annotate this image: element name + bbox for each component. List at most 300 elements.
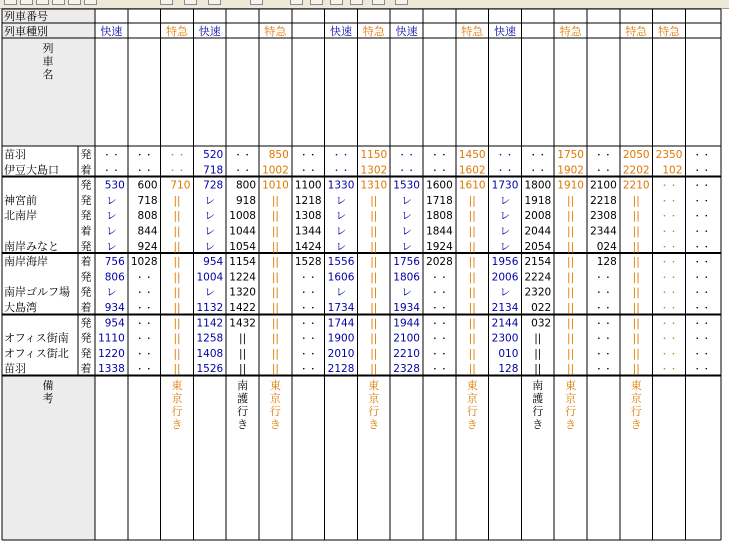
time-cell: 600 — [137, 179, 158, 192]
time-cell: ・・ — [692, 196, 711, 207]
station-name: 大島湾 — [4, 301, 37, 314]
stop-kind: 発 — [80, 285, 92, 299]
time-cell: ・・ — [594, 319, 613, 330]
time-cell: レ — [499, 240, 511, 253]
time-cell: 918 — [235, 194, 256, 207]
station-name: 北南岸 — [4, 209, 37, 223]
time-cell: || — [632, 225, 640, 238]
time-cell: || — [468, 194, 476, 207]
time-cell: || — [370, 332, 378, 345]
time-cell: 1432 — [229, 317, 256, 330]
time-cell: ・・ — [692, 258, 711, 269]
time-cell: ・・ — [659, 349, 679, 360]
time-cell: 1530 — [393, 179, 420, 192]
stop-kind: 発 — [80, 178, 92, 192]
time-cell: 1004 — [196, 271, 224, 284]
time-cell: 1320 — [229, 286, 256, 299]
time-cell: 710 — [170, 179, 191, 192]
time-cell: 1910 — [557, 179, 584, 192]
time-cell: 2128 — [327, 363, 355, 376]
time-cell: || — [567, 210, 575, 223]
time-cell: ・・ — [299, 273, 318, 284]
time-cell: || — [567, 194, 575, 207]
time-cell: 1610 — [458, 179, 486, 192]
time-cell: 1338 — [98, 363, 125, 376]
time-cell: 1330 — [327, 179, 355, 192]
time-cell: 1220 — [98, 347, 125, 360]
time-cell: || — [271, 210, 279, 223]
time-cell: 756 — [104, 256, 125, 269]
remark-cell: 東京行き — [269, 379, 281, 431]
time-cell: || — [632, 363, 640, 376]
time-cell: ・・ — [299, 365, 318, 376]
time-cell: ・・ — [594, 349, 613, 360]
time-cell: || — [271, 363, 279, 376]
time-cell: 2218 — [590, 194, 617, 207]
time-cell: 2154 — [524, 256, 552, 269]
time-cell: || — [271, 347, 279, 360]
time-cell: || — [468, 225, 476, 238]
time-cell: ・・ — [659, 242, 679, 253]
time-cell: 2144 — [491, 317, 519, 330]
time-cell: ・・ — [331, 151, 351, 161]
time-cell: ・・ — [135, 288, 154, 299]
time-cell: ・・ — [430, 151, 449, 161]
time-cell: 1956 — [491, 256, 519, 269]
time-cell: ・・ — [692, 365, 711, 376]
remark-cell: 東京行き — [466, 379, 478, 431]
time-cell: 954 — [104, 317, 125, 330]
time-cell: 1010 — [262, 179, 289, 192]
time-cell: 2350 — [655, 149, 683, 161]
time-cell: || — [534, 347, 542, 360]
time-cell: 1600 — [426, 179, 453, 192]
time-cell: 1730 — [491, 179, 519, 192]
stop-kind: 発 — [80, 193, 92, 207]
train-type-cell: 快速 — [330, 25, 352, 38]
time-cell: レ — [204, 194, 216, 207]
time-cell: レ — [335, 225, 347, 238]
time-cell: 806 — [104, 271, 125, 284]
time-cell: || — [567, 286, 575, 299]
time-cell: ・・ — [692, 288, 711, 299]
time-cell: || — [567, 347, 575, 360]
time-cell: ・・ — [167, 166, 187, 177]
time-cell: ・・ — [594, 365, 613, 376]
time-cell: レ — [106, 240, 117, 253]
time-cell: || — [567, 256, 575, 269]
time-cell: レ — [106, 225, 117, 238]
time-cell: ・・ — [594, 151, 613, 161]
time-cell: 2044 — [524, 225, 552, 238]
time-cell: || — [370, 194, 378, 207]
time-cell: || — [173, 347, 181, 360]
time-cell: ・・ — [594, 273, 613, 284]
time-cell: ・・ — [692, 181, 711, 192]
time-cell: 1344 — [294, 225, 322, 238]
train-type-cell: 特急 — [166, 25, 188, 38]
time-cell: レ — [401, 194, 412, 207]
time-cell: ・・ — [430, 334, 449, 345]
time-cell: レ — [106, 210, 117, 223]
station-name: 南岸みなと — [4, 239, 59, 253]
time-cell: || — [271, 332, 279, 345]
stop-kind: 発 — [80, 331, 92, 345]
time-cell: 2028 — [426, 256, 453, 269]
time-cell: 718 — [203, 164, 224, 177]
time-cell: 1734 — [327, 302, 355, 314]
station-name: オフィス街南 — [4, 331, 69, 345]
time-cell: || — [632, 302, 640, 314]
time-cell: ・・ — [692, 212, 711, 223]
time-cell: || — [370, 286, 378, 299]
time-cell: ・・ — [692, 349, 711, 360]
time-cell: ・・ — [299, 319, 318, 330]
stop-kind: 発 — [80, 239, 92, 253]
station-name: 南岸海岸 — [4, 255, 48, 269]
time-cell: ・・ — [430, 273, 449, 284]
time-cell: ・・ — [659, 334, 679, 345]
train-type-cell: 快速 — [198, 25, 221, 38]
time-cell: 1310 — [360, 179, 388, 192]
time-cell: ・・ — [692, 304, 711, 314]
time-cell: レ — [335, 210, 347, 223]
time-cell: 1218 — [294, 194, 322, 207]
train-name-label: 列車名 — [42, 42, 54, 81]
time-cell: 2050 — [622, 149, 650, 161]
time-cell: レ — [401, 286, 412, 299]
time-cell: || — [567, 363, 575, 376]
time-cell: ・・ — [659, 319, 679, 330]
time-cell: 924 — [137, 240, 158, 253]
time-cell: ・・ — [430, 288, 449, 299]
time-cell: || — [468, 240, 476, 253]
time-cell: || — [271, 194, 279, 207]
time-cell: 1808 — [426, 210, 453, 223]
time-cell: 2202 — [622, 164, 650, 177]
time-cell: 1154 — [229, 256, 256, 269]
time-cell: ・・ — [528, 166, 547, 177]
time-cell: || — [173, 363, 181, 376]
remark-cell: 東京行き — [565, 379, 577, 431]
time-cell: || — [271, 256, 279, 269]
remark-cell: 南護行き — [532, 379, 544, 431]
time-cell: 1750 — [557, 149, 584, 161]
time-cell: 1408 — [196, 347, 224, 360]
time-cell: || — [468, 317, 476, 330]
time-cell: 1150 — [360, 149, 388, 161]
time-cell: ・・ — [135, 349, 154, 360]
time-cell: 1008 — [229, 210, 256, 223]
time-cell: ・・ — [233, 151, 252, 161]
stop-kind: 発 — [80, 148, 92, 161]
time-cell: ・・ — [659, 273, 679, 284]
time-cell: 1902 — [557, 164, 584, 177]
train-type-cell: 特急 — [362, 25, 385, 38]
time-cell: レ — [401, 225, 412, 238]
time-cell: || — [173, 194, 181, 207]
time-cell: || — [173, 256, 181, 269]
time-cell: ・・ — [135, 151, 154, 161]
time-cell: || — [567, 225, 575, 238]
time-cell: レ — [499, 286, 511, 299]
stop-kind: 着 — [80, 163, 92, 177]
stop-kind: 着 — [80, 362, 92, 376]
stop-kind: 発 — [80, 270, 92, 284]
time-cell: || — [271, 225, 279, 238]
time-cell: レ — [401, 210, 412, 223]
time-cell: || — [567, 240, 575, 253]
time-cell: 1800 — [524, 179, 552, 192]
time-cell: レ — [204, 286, 216, 299]
time-cell: ・・ — [659, 304, 679, 314]
station-name: 神宮前 — [4, 193, 37, 207]
time-cell: ・・ — [692, 242, 711, 253]
remark-cell: 東京行き — [630, 379, 642, 431]
time-cell: 850 — [268, 149, 289, 161]
time-cell: レ — [499, 194, 511, 207]
time-cell: 2300 — [491, 332, 519, 345]
time-cell: レ — [204, 225, 216, 238]
time-cell: 1308 — [294, 210, 322, 223]
time-cell: ・・ — [397, 166, 416, 177]
time-cell: || — [370, 363, 378, 376]
time-cell: ・・ — [528, 151, 547, 161]
time-cell: || — [173, 332, 181, 345]
time-cell: レ — [204, 210, 216, 223]
time-cell: ・・ — [233, 166, 252, 177]
time-cell: || — [567, 302, 575, 314]
train-number-label: 列車番号 — [4, 10, 48, 23]
time-cell: レ — [499, 210, 511, 223]
time-cell: 1422 — [229, 302, 256, 314]
time-cell: 1526 — [196, 363, 224, 376]
time-cell: || — [468, 286, 476, 299]
time-cell: ・・ — [299, 304, 318, 314]
time-cell: ・・ — [299, 151, 318, 161]
time-cell: 2054 — [524, 240, 552, 253]
time-cell: ・・ — [430, 166, 449, 177]
time-cell: || — [567, 317, 575, 330]
time-cell: 032 — [531, 317, 552, 330]
time-cell: レ — [335, 194, 347, 207]
time-cell: || — [534, 363, 542, 376]
time-cell: 520 — [203, 149, 224, 161]
remark-cell: 南護行き — [237, 379, 249, 431]
time-cell: || — [468, 347, 476, 360]
time-cell: || — [632, 210, 640, 223]
time-cell: 1258 — [196, 332, 224, 345]
time-cell: 1450 — [458, 149, 486, 161]
time-cell: 2134 — [491, 302, 519, 314]
time-cell: ・・ — [430, 365, 449, 376]
time-cell: || — [370, 225, 378, 238]
time-cell: 1302 — [360, 164, 388, 177]
train-type-cell: 特急 — [461, 25, 484, 38]
time-cell: || — [271, 240, 279, 253]
time-cell: 1844 — [426, 225, 453, 238]
stop-kind: 発 — [80, 346, 92, 360]
time-cell: ・・ — [299, 288, 318, 299]
time-cell: ・・ — [135, 304, 154, 314]
time-cell: 1918 — [524, 194, 552, 207]
time-cell: || — [632, 317, 640, 330]
time-cell: 1528 — [294, 256, 322, 269]
time-cell: 1002 — [262, 164, 289, 177]
time-cell: ・・ — [659, 227, 679, 238]
time-cell: ・・ — [135, 166, 154, 177]
time-cell: ・・ — [102, 151, 121, 161]
time-cell: 2100 — [590, 179, 617, 192]
time-cell: 1606 — [327, 271, 355, 284]
time-cell: || — [173, 302, 181, 314]
time-cell: || — [370, 271, 378, 284]
time-cell: ・・ — [430, 319, 449, 330]
time-cell: 1934 — [393, 302, 420, 314]
time-cell: 022 — [531, 302, 552, 314]
time-cell: || — [632, 347, 640, 360]
station-name: 伊豆大島口 — [4, 163, 59, 177]
train-type-cell: 快速 — [494, 25, 516, 38]
station-name: 苗羽 — [4, 362, 26, 376]
time-cell: ・・ — [659, 196, 679, 207]
stop-kind: 発 — [80, 316, 92, 330]
time-cell: || — [370, 210, 378, 223]
time-cell: || — [370, 240, 378, 253]
time-cell: || — [567, 271, 575, 284]
time-cell: ・・ — [594, 288, 613, 299]
time-cell: ・・ — [102, 166, 121, 177]
time-cell: ・・ — [397, 151, 416, 161]
time-cell: ・・ — [135, 365, 154, 376]
train-type-cell: 特急 — [559, 25, 582, 38]
time-cell: 1602 — [458, 164, 486, 177]
time-cell: ・・ — [692, 151, 711, 161]
time-cell: 934 — [104, 302, 125, 314]
time-cell: ・・ — [659, 288, 679, 299]
remark-cell: 東京行き — [368, 379, 380, 431]
time-cell: 2328 — [393, 363, 420, 376]
time-cell: || — [173, 317, 181, 330]
time-cell: || — [271, 317, 279, 330]
time-cell: レ — [106, 194, 117, 207]
time-cell: 1900 — [327, 332, 355, 345]
time-cell: 1744 — [327, 317, 355, 330]
time-cell: || — [632, 332, 640, 345]
time-cell: || — [632, 256, 640, 269]
time-cell: || — [632, 286, 640, 299]
time-cell: ・・ — [692, 319, 711, 330]
time-cell: || — [239, 363, 247, 376]
time-cell: レ — [204, 240, 216, 253]
time-cell: 128 — [498, 363, 519, 376]
time-cell: || — [468, 363, 476, 376]
time-cell: ・・ — [299, 334, 318, 345]
time-cell: ・・ — [299, 166, 318, 177]
time-cell: ・・ — [659, 365, 679, 376]
time-cell: 844 — [137, 225, 158, 238]
time-cell: 1718 — [426, 194, 453, 207]
time-cell: 010 — [498, 347, 519, 360]
time-cell: ・・ — [167, 151, 187, 161]
time-cell: ・・ — [692, 334, 711, 345]
time-cell: 1424 — [294, 240, 322, 253]
time-cell: ・・ — [692, 166, 711, 177]
time-cell: ・・ — [299, 349, 318, 360]
remarks-label: 備考 — [42, 379, 54, 405]
time-cell: 1044 — [229, 225, 256, 238]
time-cell: || — [468, 271, 476, 284]
time-cell: レ — [499, 225, 511, 238]
time-cell: 1132 — [196, 302, 224, 314]
train-type-cell: 特急 — [264, 25, 287, 38]
time-cell: || — [468, 332, 476, 345]
time-cell: 808 — [137, 210, 158, 223]
remark-cell: 東京行き — [171, 379, 183, 431]
stop-kind: 着 — [80, 301, 92, 314]
stop-kind: 着 — [80, 255, 92, 269]
time-cell: 2308 — [590, 210, 617, 223]
time-cell: || — [370, 317, 378, 330]
time-cell: 1556 — [327, 256, 355, 269]
time-cell: || — [173, 240, 181, 253]
time-cell: 2010 — [327, 347, 355, 360]
time-cell: || — [468, 210, 476, 223]
time-cell: 024 — [596, 240, 617, 253]
time-cell: 2100 — [393, 332, 420, 345]
station-name: 南岸ゴルフ場 — [4, 285, 70, 299]
time-cell: レ — [335, 240, 347, 253]
time-cell: レ — [401, 240, 412, 253]
time-cell: ・・ — [135, 273, 154, 284]
time-cell: 1110 — [98, 332, 125, 345]
time-cell: ・・ — [331, 166, 351, 177]
time-cell: || — [271, 286, 279, 299]
time-cell: 1224 — [229, 271, 256, 284]
time-cell: ・・ — [659, 181, 679, 192]
time-cell: 1806 — [393, 271, 420, 284]
time-cell: || — [173, 225, 181, 238]
time-cell: || — [271, 271, 279, 284]
time-cell: || — [173, 286, 181, 299]
time-cell: ・・ — [135, 334, 154, 345]
time-cell: 718 — [137, 194, 158, 207]
train-type-cell: 特急 — [658, 25, 680, 38]
time-cell: || — [271, 302, 279, 314]
stop-kind: 着 — [80, 224, 92, 238]
time-cell: ・・ — [692, 227, 711, 238]
time-cell: || — [632, 194, 640, 207]
station-name: オフィス街北 — [4, 346, 69, 360]
time-cell: 1100 — [294, 179, 322, 192]
time-cell: ・・ — [594, 304, 613, 314]
time-cell: ・・ — [659, 212, 679, 223]
time-cell: ・・ — [495, 166, 515, 177]
time-cell: 102 — [662, 164, 683, 177]
time-cell: ・・ — [430, 304, 449, 314]
train-type-cell: 快速 — [100, 25, 123, 38]
time-cell: 2008 — [524, 210, 552, 223]
time-cell: || — [567, 332, 575, 345]
time-cell: || — [370, 302, 378, 314]
station-name: 苗羽 — [4, 148, 26, 161]
time-cell: ・・ — [495, 151, 515, 161]
time-cell: 1028 — [130, 256, 158, 269]
time-cell: || — [239, 332, 247, 345]
time-cell: || — [632, 271, 640, 284]
time-cell: || — [173, 271, 181, 284]
time-cell: ・・ — [692, 273, 711, 284]
